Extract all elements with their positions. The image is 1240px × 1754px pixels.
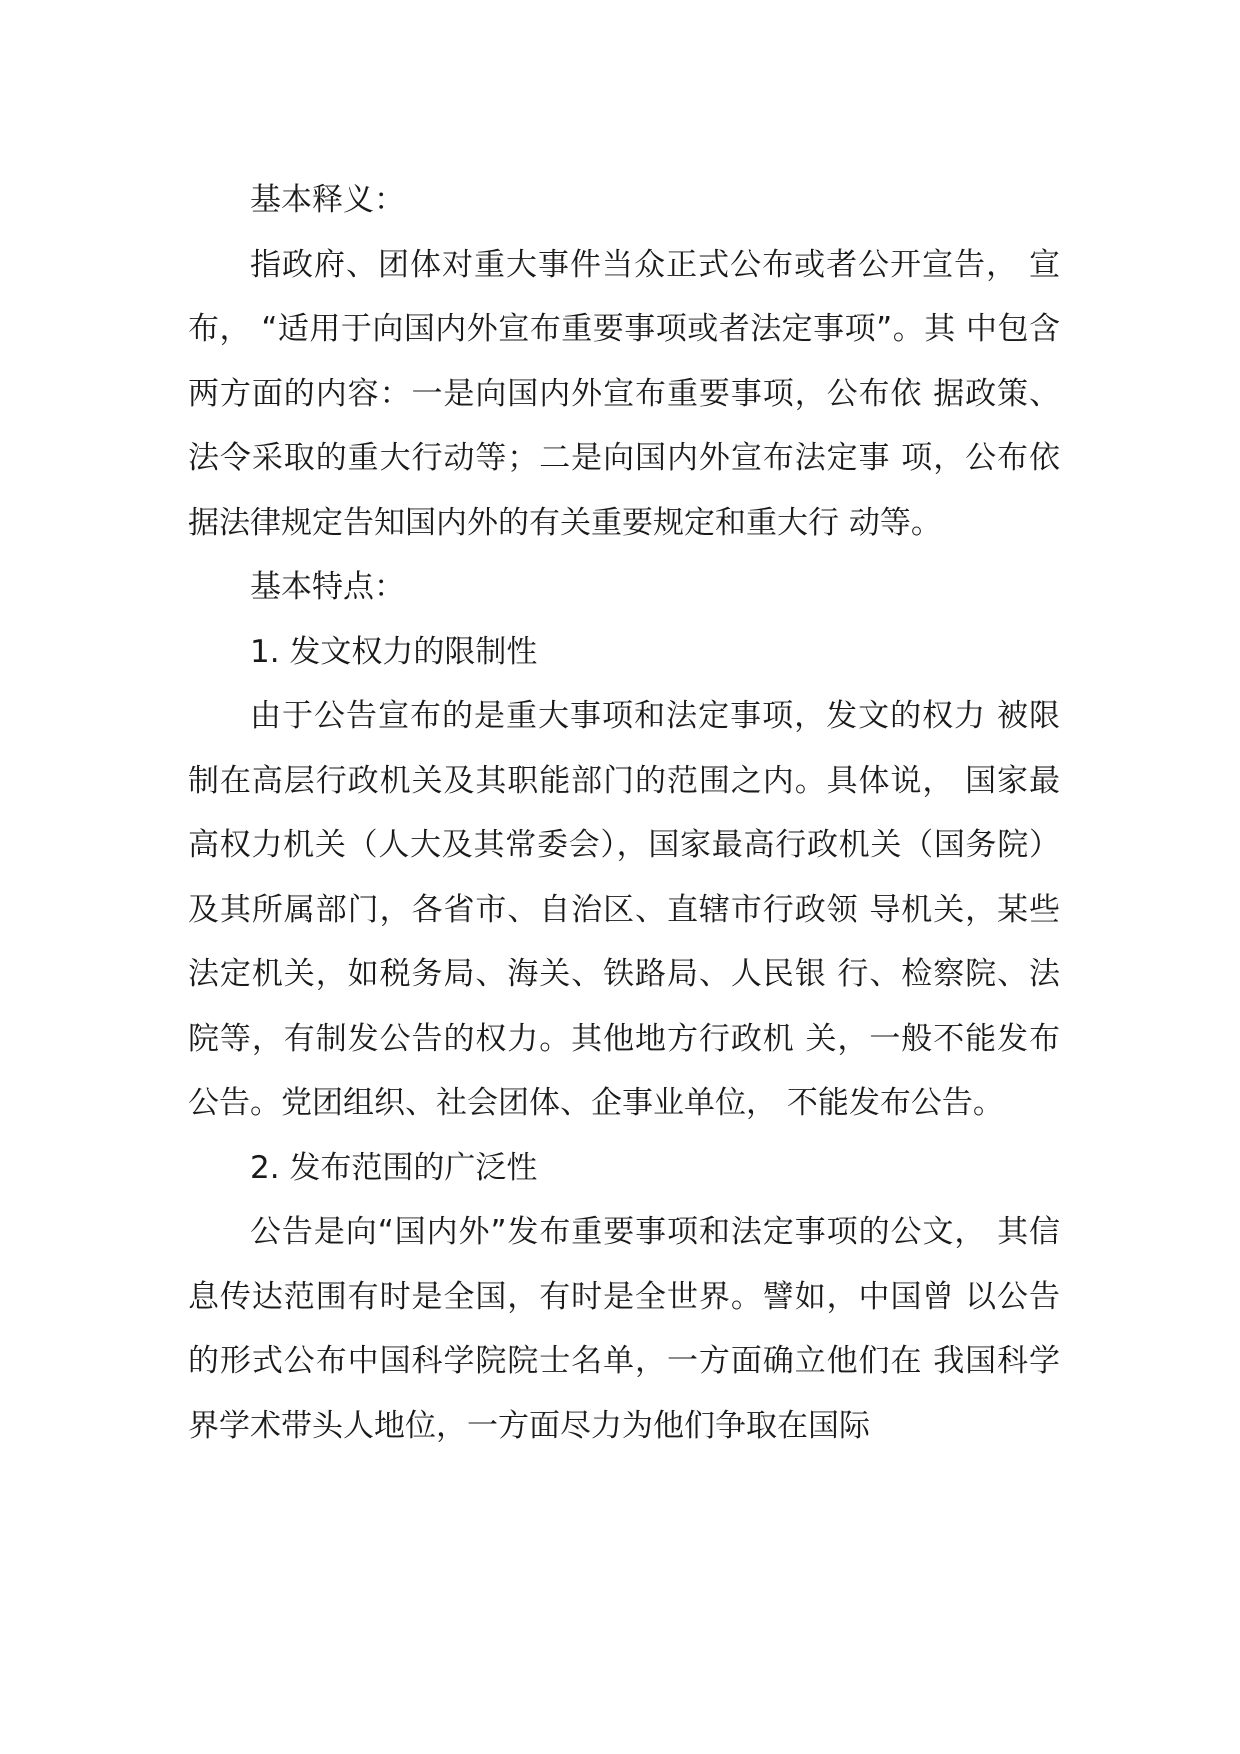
document-body <box>188 168 1060 1458</box>
paragraph-release-scope: 公告是向“国内外”发布重要事项和法定事项的公文， 其信息传达范围有时是全国，有时是全世界。譬如，中国曾 以公告的形式公布中国科学院院士名单，一方面确立他们在 我国科学界学术带头人地位，一方面尽力为他们争取在国际 <box>188 1214 1060 1444</box>
paragraph-definition: 指政府、团体对重大事件当众正式公布或者公开宣告， 宣布， “适用于向国内外宣布重要事项或者法定事项”。其 中包含两方面的内容：一是向国内外宣布重要事项，公布依 据政策、法令采取的重大行动等；二是向国内外宣布法定事 项，公布依据法律规定告知国内外的有关重要规定和重大行 动等。 <box>188 246 1060 541</box>
heading-basic-features: 基本特点： <box>250 569 405 605</box>
subheading-issuing-authority: 1. 发文权力的限制性 <box>250 633 538 670</box>
paragraph-issuing-authority: 由于公告宣布的是重大事项和法定事项，发文的权力 被限制在高层行政机关及其职能部门的范围之内。具体说， 国家最高权力机关（人大及其常委会），国家最高行政机关（国务院）及其所属部门，各省市、自治区、直辖市行政领 导机关，某些法定机关，如税务局、海关、铁路局、人民银 行、检察院、法院等，有制发公告的权力。其他地方行政机 关，一般不能发布公告。党团组织、社会团体、企事业单位， 不能发布公告。 <box>188 698 1060 1121</box>
heading-basic-definition: 基本释义： <box>250 182 405 218</box>
subheading-release-scope: 2. 发布范围的广泛性 <box>250 1149 538 1186</box>
